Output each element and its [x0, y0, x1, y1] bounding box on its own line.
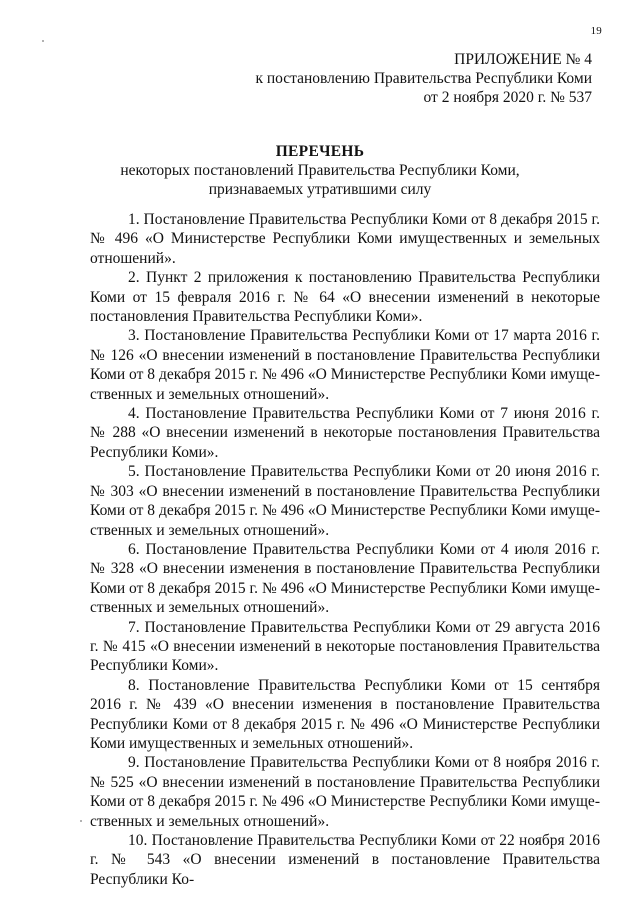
appendix-header — [255, 50, 592, 107]
list-item: 3. Постановление Правительства Республики Коми от 17 марта 2016 г. № 126 «О внесении изменений в постановление Правительства Республики Коми от 8 декабря 2015 г. № 496 «О Министерстве Республики Коми имущественных и земельных отношений». — [90, 327, 600, 403]
scan-speck — [80, 820, 82, 822]
list-item: 6. Постановление Правительства Республики Коми от 4 июля 2016 г. № 328 «О внесении изменения в постановление Правительства Республики Коми от 8 декабря 2015 г. № 496 «О Министерстве Республики Коми имущественных и земельных отношений». — [90, 540, 600, 617]
list-item: 10. Постановление Правительства Республики Коми от 22 ноября 2016 г. № 543 «О внесении изменений в постановление Правительства Республики Ко- — [90, 832, 600, 888]
scan-speck — [42, 40, 44, 42]
resolution-list — [90, 210, 600, 889]
document-heading — [0, 142, 640, 199]
document-title: ПЕРЕЧЕНЬ — [275, 143, 365, 160]
list-item: 7. Постановление Правительства Республики Коми от 29 августа 2016 г. № 415 «О внесении изменений в некоторые постановления Правительства Республики Коми». — [90, 618, 600, 675]
appendix-resolution-date: от 2 ноября 2020 г. № 537 — [423, 89, 592, 106]
page-number: 19 — [590, 25, 602, 37]
list-item: 1. Постановление Правительства Республики Коми от 8 декабря 2015 г. № 496 «О Министерстве Республики Коми имущественных и земельных отношений». — [90, 211, 600, 267]
document-subtitle-line-1: некоторых постановлений Правительства Республики Коми, — [120, 162, 520, 179]
list-item: 9. Постановление Правительства Республики Коми от 8 ноября 2016 г. № 525 «О внесении изменений в постановление Правительства Республики Коми от 8 декабря 2015 г. № 496 «О Министерстве Республики Коми имущественных и земельных отношений». — [90, 754, 600, 830]
appendix-resolution-ref: к постановлению Правительства Республики Коми — [255, 70, 592, 87]
list-item: 4. Постановление Правительства Республики Коми от 7 июня 2016 г. № 288 «О внесении изменений в некоторые постановления Правительства Республики Коми». — [90, 405, 600, 461]
list-item: 5. Постановление Правительства Республики Коми от 20 июня 2016 г. № 303 «О внесении изменений в постановление Правительства Республики Коми от 8 декабря 2015 г. № 496 «О Министерстве Республики Коми имущественных и земельных отношений». — [90, 463, 600, 539]
list-item: 8. Постановление Правительства Республики Коми от 15 сентября 2016 г. № 439 «О внесении изменения в постановление Правительства Республики Коми от 8 декабря 2015 г. № 496 «О Министерстве Республики Коми имущественных и земельных отношений». — [90, 676, 600, 752]
appendix-number: ПРИЛОЖЕНИЕ № 4 — [454, 51, 592, 68]
document-subtitle-line-2: признаваемых утратившими силу — [208, 181, 432, 198]
list-item: 2. Пункт 2 приложения к постановлению Правительства Республики Коми от 15 февраля 2016 г. № 64 «О внесении изменений в некоторые постановления Правительства Республики Коми». — [90, 269, 600, 326]
